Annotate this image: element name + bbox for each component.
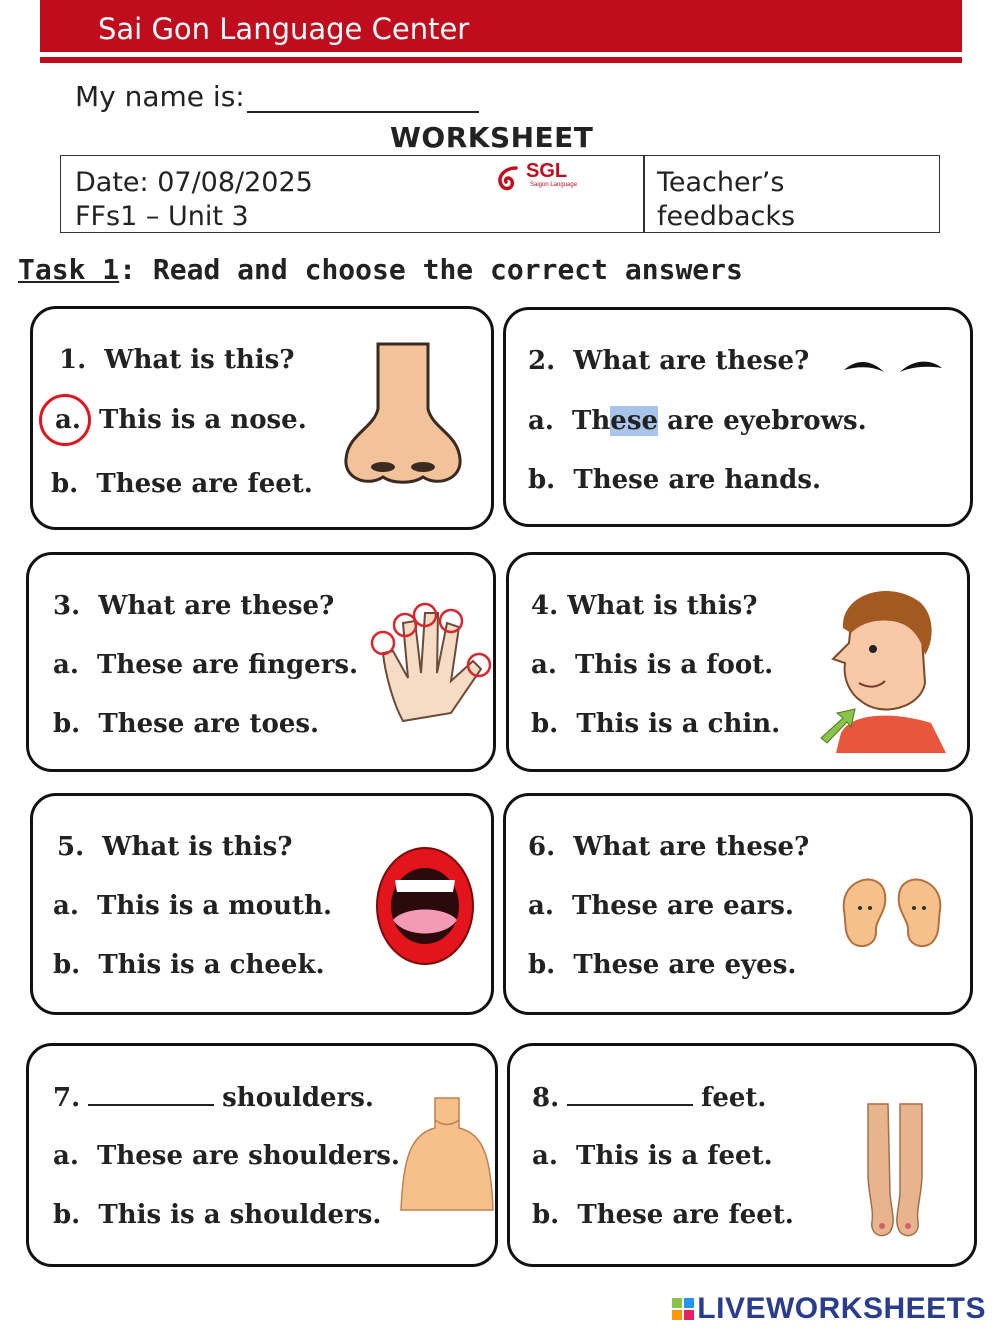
footer-brand-text: LIVEWORKSHEETS (697, 1292, 986, 1325)
question-number: 8. (532, 1083, 560, 1113)
answer-blank[interactable] (567, 1082, 693, 1106)
option-a[interactable] (55, 405, 307, 435)
mouth-image (375, 846, 475, 966)
question-2 (528, 346, 809, 376)
option-label: b. (53, 950, 81, 980)
option-label: a. (53, 650, 79, 680)
question-number: 1. (59, 345, 87, 375)
question-prompt: What are these? (573, 832, 810, 862)
option-text: These are ears. (572, 891, 794, 921)
question-number: 5. (57, 832, 85, 862)
question-prompt: feet. (701, 1083, 767, 1113)
option-text: These are fingers. (97, 650, 359, 680)
option-a[interactable] (53, 891, 332, 921)
option-text: These are shoulders. (97, 1141, 400, 1171)
nose-image (338, 339, 468, 489)
feet-image (860, 1104, 930, 1244)
option-label: a. (528, 891, 554, 921)
option-label: a. (531, 650, 557, 680)
option-a[interactable] (53, 650, 358, 680)
option-text: This is a nose. (99, 405, 307, 435)
option-text: These are hands. (573, 465, 822, 495)
question-6 (528, 832, 809, 862)
option-b[interactable] (528, 465, 821, 495)
question-card-5 (30, 793, 494, 1015)
option-text: This is a mouth. (97, 891, 333, 921)
option-text: Th (572, 406, 611, 436)
option-text: This is a feet. (576, 1141, 773, 1171)
question-card-4 (506, 552, 970, 772)
text-highlight: ese (610, 406, 659, 436)
option-b[interactable] (532, 1200, 794, 1230)
option-a[interactable] (532, 1141, 773, 1171)
option-text: This is a shoulders. (98, 1200, 382, 1230)
option-label: b. (532, 1200, 560, 1230)
logo-sub: Saigon Language (530, 182, 578, 188)
option-label: a. (55, 405, 81, 435)
option-text: These are feet. (577, 1200, 794, 1230)
option-label: b. (53, 1200, 81, 1230)
question-number: 2. (528, 346, 556, 376)
table-divider (643, 156, 645, 232)
task-title (18, 253, 743, 286)
name-input-line[interactable] (247, 85, 479, 113)
center-name: Sai Gon Language Center (98, 12, 470, 46)
liveworksheets-logo-icon (672, 1298, 694, 1320)
option-text: These are eyes. (573, 950, 797, 980)
question-1 (59, 345, 295, 375)
option-text: These are toes. (98, 709, 320, 739)
option-label: b. (53, 709, 81, 739)
option-label: b. (528, 465, 556, 495)
sgl-logo (494, 162, 589, 194)
eyebrows-image (842, 354, 946, 378)
info-table (60, 155, 940, 233)
option-text: This is a chin. (576, 709, 781, 739)
question-card-7 (26, 1043, 498, 1267)
option-text: This is a cheek. (98, 950, 325, 980)
question-prompt: shoulders. (222, 1083, 374, 1113)
question-prompt: What are these? (573, 346, 810, 376)
option-label: a. (53, 891, 79, 921)
question-card-3 (26, 552, 496, 772)
task-instruction: : Read and choose the correct answers (119, 253, 743, 286)
header-banner (40, 0, 962, 52)
option-a[interactable] (528, 406, 867, 436)
option-b[interactable] (51, 469, 313, 499)
shoulders-image (399, 1098, 495, 1210)
worksheet-title: WORKSHEET (390, 121, 594, 154)
worksheet-unit: FFs1 – Unit 3 (75, 201, 249, 232)
boy-chin-image (821, 583, 951, 753)
logo-brand: SGL (526, 160, 568, 182)
name-label: My name is: (75, 80, 245, 113)
liveworksheets-brand (672, 1292, 986, 1326)
option-text: are eyebrows. (658, 406, 867, 436)
question-5 (57, 832, 293, 862)
option-b[interactable] (531, 709, 780, 739)
option-label: b. (531, 709, 559, 739)
task-label: Task 1 (18, 253, 120, 286)
header-rule (40, 57, 962, 63)
option-label: a. (532, 1141, 558, 1171)
question-prompt: What are these? (98, 591, 335, 621)
option-b[interactable] (528, 950, 796, 980)
question-card-8 (507, 1043, 977, 1267)
option-text: This is a foot. (575, 650, 774, 680)
option-label: b. (51, 469, 79, 499)
option-label: a. (53, 1141, 79, 1171)
question-prompt: What is this? (104, 345, 295, 375)
option-b[interactable] (53, 950, 325, 980)
question-number: 7. (53, 1083, 81, 1113)
question-prompt: What is this? (102, 832, 293, 862)
option-text: These are feet. (96, 469, 313, 499)
sgl-swirl-icon (494, 164, 524, 194)
name-row (75, 80, 479, 113)
worksheet-date: Date: 07/08/2025 (75, 167, 313, 198)
question-number: 4. (531, 591, 559, 621)
answer-blank[interactable] (88, 1082, 214, 1106)
option-a[interactable] (528, 891, 794, 921)
question-7 (53, 1082, 374, 1113)
question-number: 3. (53, 591, 81, 621)
question-8 (532, 1082, 767, 1113)
teacher-feedback-label: Teacher’s feedbacks (657, 167, 796, 232)
option-b[interactable] (53, 709, 319, 739)
question-3 (53, 591, 334, 621)
question-card-1 (30, 306, 494, 530)
question-number: 6. (528, 832, 556, 862)
option-label: a. (528, 406, 554, 436)
question-prompt: What is this? (567, 591, 758, 621)
question-card-6 (503, 793, 973, 1015)
question-4 (531, 591, 757, 621)
option-label: b. (528, 950, 556, 980)
ears-image (836, 870, 948, 950)
question-card-2 (503, 307, 973, 527)
hand-image (363, 603, 499, 727)
option-a[interactable] (53, 1141, 400, 1171)
option-b[interactable] (53, 1200, 381, 1230)
option-a[interactable] (531, 650, 773, 680)
